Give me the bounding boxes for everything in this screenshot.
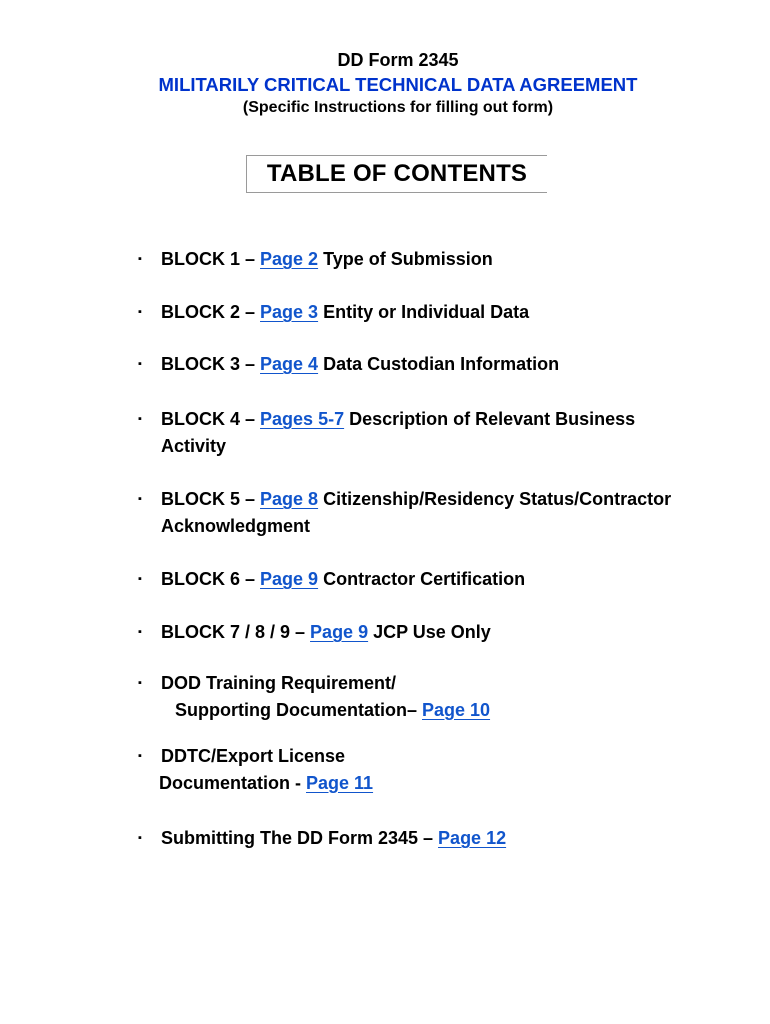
page-link[interactable]: Page 11 (306, 772, 374, 793)
bullet-icon: ▪ (138, 493, 142, 505)
toc-item-prefix: BLOCK 5 – (161, 489, 261, 509)
toc-item-title: DOD Training Requirement/ (161, 673, 397, 693)
page-link[interactable]: Pages 5-7 (260, 409, 345, 429)
page-link[interactable]: Page 10 (422, 699, 491, 720)
page-link[interactable]: Page 12 (438, 828, 507, 848)
page-link[interactable]: Page 8 (260, 489, 319, 509)
toc-item-description: Entity or Individual Data (318, 302, 530, 322)
toc-item-prefix: BLOCK 4 – (161, 409, 261, 429)
bullet-icon: ▪ (138, 413, 142, 425)
toc-item-description-cont: Activity (161, 435, 227, 456)
toc-item-prefix: BLOCK 2 – (161, 302, 261, 322)
page-link[interactable]: Page 9 (310, 622, 369, 642)
toc-item-prefix: BLOCK 1 – (161, 249, 261, 269)
toc-item-description: Contractor Certification (318, 569, 526, 589)
toc-item-description-cont: Acknowledgment (161, 515, 311, 536)
toc-item-description: Description of Relevant Business (344, 409, 636, 429)
bullet-icon: ▪ (138, 832, 142, 844)
toc-item-prefix: Supporting Documentation– (175, 699, 422, 720)
toc-item-description: JCP Use Only (368, 622, 491, 642)
toc-item-prefix: Documentation - (159, 772, 306, 793)
bullet-icon: ▪ (138, 677, 142, 689)
toc-item-description: Type of Submission (318, 249, 493, 269)
toc-item-prefix: Submitting The DD Form 2345 – (161, 828, 439, 848)
toc-heading: TABLE OF CONTENTS (266, 160, 528, 187)
toc-item-title: DDTC/Export License (161, 746, 346, 766)
toc-item-description: Citizenship/Residency Status/Contractor (318, 489, 672, 509)
bullet-icon: ▪ (138, 626, 142, 638)
toc-heading-box (246, 155, 547, 193)
form-number: DD Form 2345 (337, 50, 459, 70)
document-header (0, 48, 770, 119)
toc-item-prefix: BLOCK 7 / 8 / 9 – (161, 622, 311, 642)
bullet-icon: ▪ (138, 358, 142, 370)
bullet-icon: ▪ (138, 750, 142, 762)
bullet-icon: ▪ (138, 253, 142, 265)
bullet-icon: ▪ (138, 573, 142, 585)
toc-item-prefix: BLOCK 6 – (161, 569, 261, 589)
page-link[interactable]: Page 2 (260, 249, 319, 269)
toc-item-prefix: BLOCK 3 – (161, 354, 261, 374)
form-title: MILITARILY CRITICAL TECHNICAL DATA AGREEMENT (158, 74, 638, 95)
form-subtitle: (Specific Instructions for filling out form) (242, 99, 554, 116)
bullet-icon: ▪ (138, 306, 142, 318)
toc-item-description: Data Custodian Information (318, 354, 560, 374)
page-link[interactable]: Page 9 (260, 569, 319, 589)
page-link[interactable]: Page 3 (260, 302, 319, 322)
page-link[interactable]: Page 4 (260, 354, 319, 374)
